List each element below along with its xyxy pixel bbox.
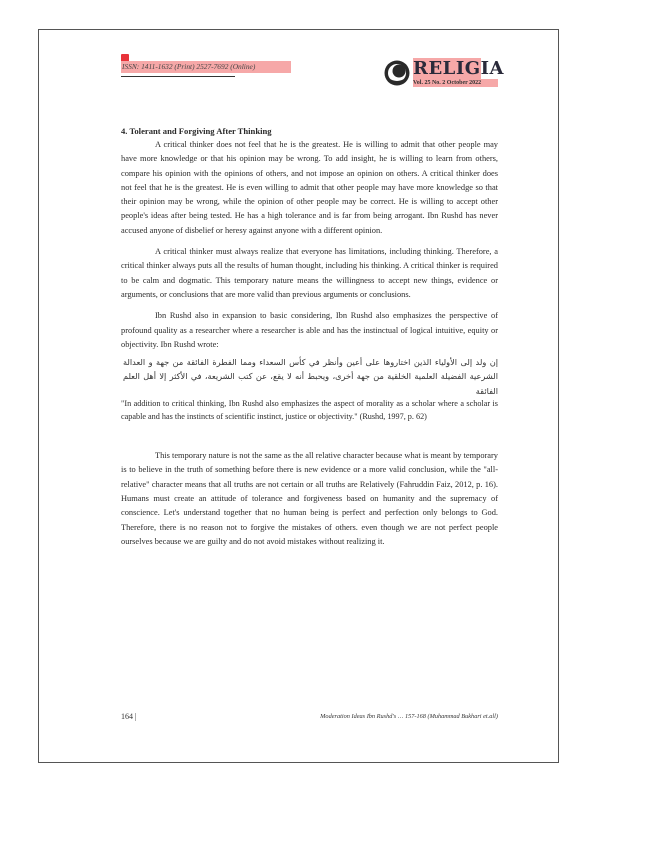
- journal-title[interactable]: RELIGIA: [413, 58, 505, 79]
- paragraph-4: This temporary nature is not the same as the all relative character because what is meant by temporary is to believe in the truth of something before there is new evidence or a more valid conclusion, while the "all-relative" character means that all truths are not certain or all truths are Relatively (Fahruddin Faiz, 2012, p. 16). Humans must create an attitude of tolerance and forgiveness based on humanity and the supremacy of conscience. Let's understand together that no human being is perfect and perfection only belongs to God. Therefore, there is no reason not to forgive the mistakes of others. even though we are not perfect people ourselves because we are guilty and do not avoid mistakes without realizing it.: [121, 451, 498, 546]
- paragraph-3: Ibn Rushd also in expansion to basic considering, Ibn Rushd also emphasizes the perspective of profound quality as a researcher where a researcher is able and has the instinctual of logical intuitive, equity or objectivity. Ibn Rushd wrote:: [121, 311, 498, 349]
- article-body: [121, 124, 498, 549]
- religia-logo-icon: [383, 59, 411, 87]
- translation-quote: "In addition to critical thinking, Ibn Rushd also emphasizes the aspect of morality as a scholar where a scholar is capable and has the instincts of scientific instinct, justice or objectivity." (Rushd, 1997, p. 62): [121, 399, 498, 421]
- issn-underline: [121, 76, 235, 77]
- section-heading: 4. Tolerant and Forgiving After Thinking: [121, 126, 272, 136]
- paragraph-2: A critical thinker must always realize that everyone has limitations, including thinking. Therefore, a critical thinker always puts all the results of human thought, including his thinking. A critical thinker is required to be calm and dogmatic. This temporary nature means the willingness to accept new things, evidence or arguments, or conclusions that are more valid than previous arguments or conclusions.: [121, 247, 498, 299]
- arabic-quote: إن ولد إلى الأولياء الذين اختاروها على أعين وأنظر في كأس السعداء ومما الفطرة الفائقة من جهة و العدالة الشرعية الفضيلة العلمية الخلقية من جهة أخرى، ويحبط أنه لا يقع، عن كتب الشريعة، في الأكثر إلا أهل العلم الفائقة: [123, 357, 498, 396]
- page-number: 164 |: [121, 712, 137, 721]
- journal-volume[interactable]: Vol. 25 No. 2 October 2022: [413, 79, 498, 87]
- running-title: Moderation Ideas Ibn Rushd's … 157-168 (Muhammad Bukhari et.all): [320, 713, 498, 720]
- paragraph-1: A critical thinker does not feel that he is the greatest. He is willing to admit that other people may have more knowledge or that his opinion may be wrong. To add insight, he is willing to learn from others, compare his opinion with the opinions of others, and not impose an opinion on others. A critical thinker does not feel that he is the greatest. He is even willing to admit that other people may have more knowledge so that their opinion may be wrong, while the opinion of other people may be correct. He is willing to accept other people's ideas after being tested. He has a high tolerance and is far from being arrogant. Ibn Rushd has never accused anyone of disbelief or heresy against anyone with a different opinion.: [121, 140, 498, 235]
- issn-highlight[interactable]: ISSN: 1411-1632 (Print) 2527-7692 (Online): [121, 61, 291, 73]
